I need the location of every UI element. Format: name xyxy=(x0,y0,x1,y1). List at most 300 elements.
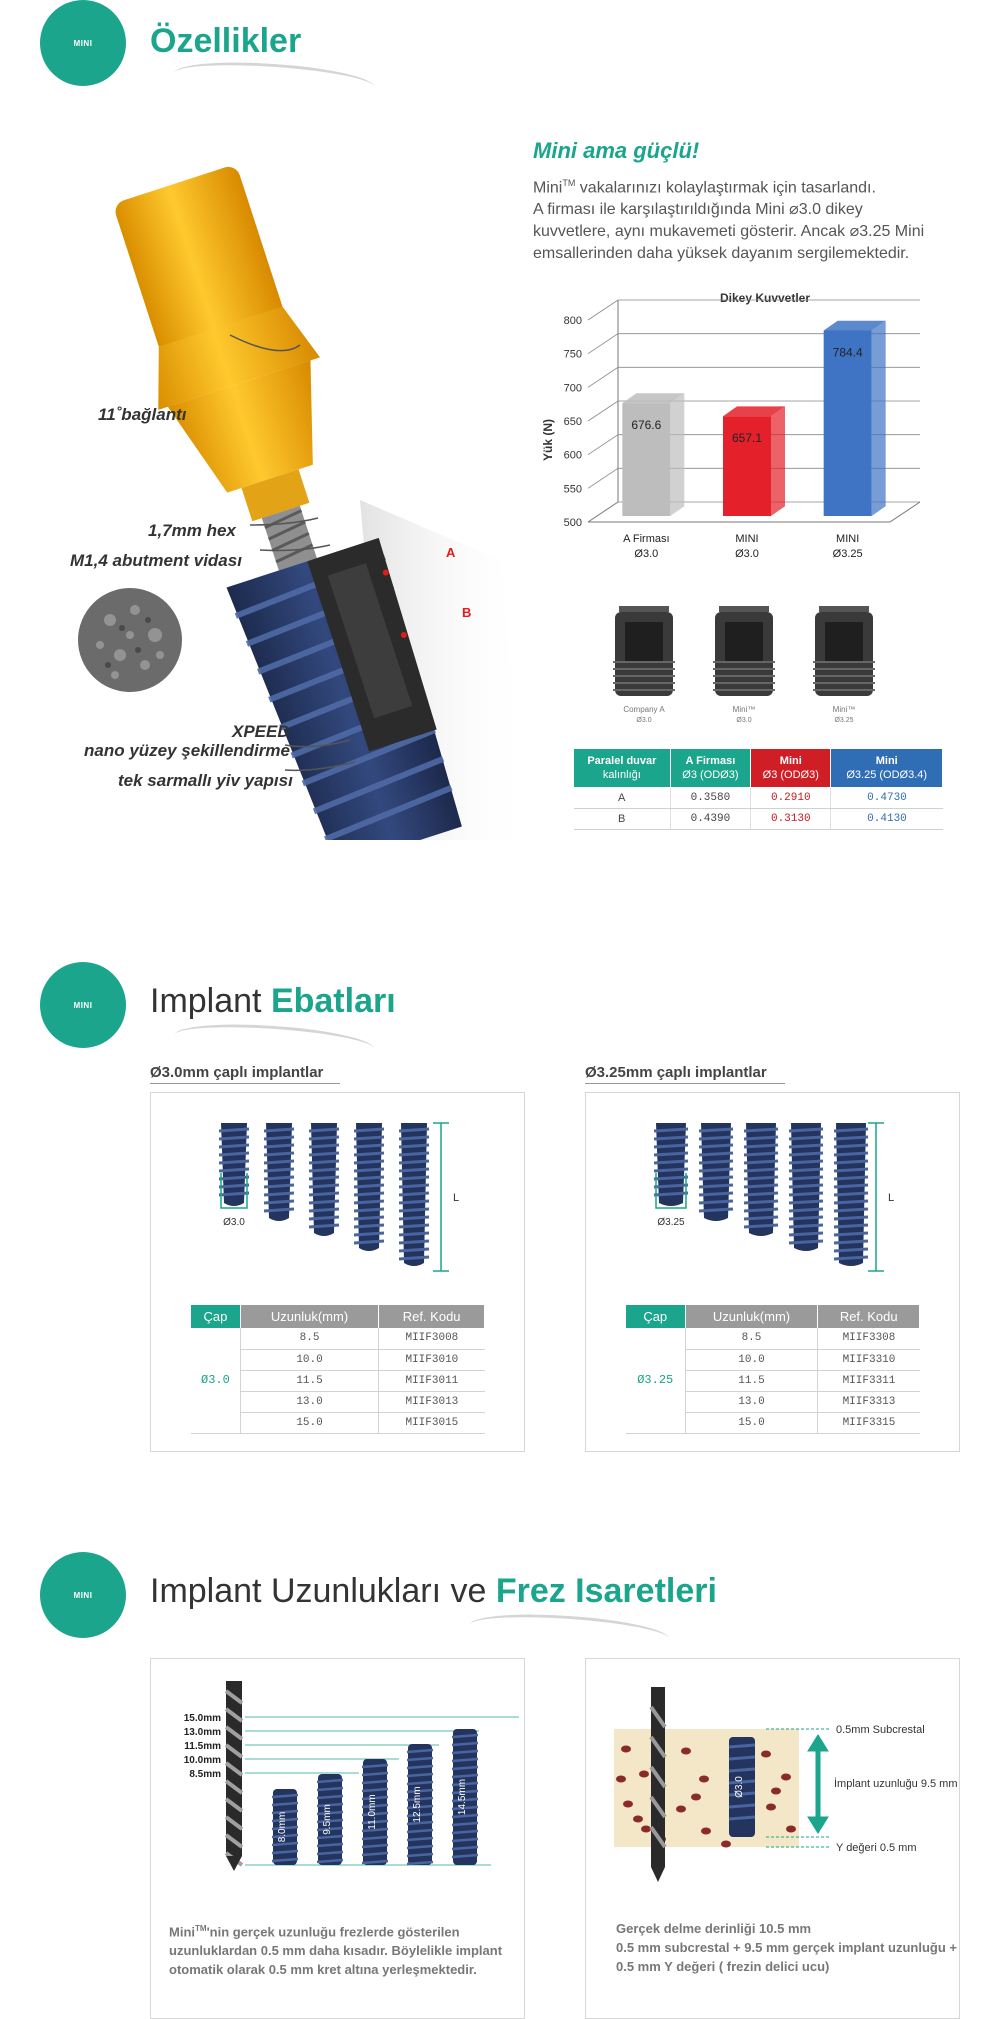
implant-thread xyxy=(309,1153,339,1155)
mini-badge: MINI xyxy=(40,1552,126,1638)
implant-length-label: 14.5mm xyxy=(457,1778,468,1816)
implant-thread xyxy=(789,1153,823,1155)
implant-thread xyxy=(219,1137,249,1139)
implant-thread xyxy=(309,1185,339,1187)
chart-xtick: Ø3.0 xyxy=(634,548,659,560)
implant-thread xyxy=(219,1161,249,1163)
implant-thread xyxy=(834,1233,868,1235)
table-cell: MIIF3008 xyxy=(379,1328,485,1349)
chart-ytick: 650 xyxy=(563,416,582,428)
drill-mark-label: 10.0mm xyxy=(183,1755,221,1766)
implant-thread xyxy=(264,1153,294,1155)
implant-thread xyxy=(789,1193,823,1195)
mini-badge: MINI xyxy=(40,0,126,86)
implant-thread xyxy=(399,1241,429,1243)
bar-side xyxy=(771,406,785,516)
implant-thread xyxy=(699,1209,733,1211)
table-cell: MIIF3308 xyxy=(818,1328,920,1349)
implant-figure xyxy=(654,1123,688,1206)
implant-thread xyxy=(654,1153,688,1155)
chart-ytick: 550 xyxy=(563,483,582,496)
table-row xyxy=(626,1328,920,1349)
implant-thread xyxy=(399,1145,429,1147)
chart-ytick: 700 xyxy=(563,382,582,395)
callout-connection: 11˚bağlantı xyxy=(98,405,187,424)
implant-thread xyxy=(309,1201,339,1203)
implant-thread xyxy=(264,1137,294,1139)
implant-lineup-30 xyxy=(151,1113,526,1313)
implant-thread xyxy=(219,1177,249,1179)
implant-thread xyxy=(399,1193,429,1195)
implant-thread xyxy=(744,1201,778,1203)
chart-data-label: 657.1 xyxy=(731,431,763,446)
chart-title: Dikey Kuvvetler xyxy=(719,291,811,305)
implant-figure xyxy=(399,1123,429,1266)
bone-texture xyxy=(676,1806,686,1813)
implant-thread xyxy=(654,1177,688,1179)
table-cell: 15.0 xyxy=(240,1412,378,1433)
implant-thread xyxy=(789,1225,823,1227)
implant-thread xyxy=(789,1185,823,1187)
table-cell: B xyxy=(574,809,671,830)
implant-thread xyxy=(834,1161,868,1163)
implant-figure xyxy=(407,1744,433,1865)
implant-thread xyxy=(219,1193,249,1195)
table-cell: 0.4130 xyxy=(831,809,943,830)
implant-figure xyxy=(264,1123,294,1221)
callout-thread: tek sarmallı yiv yapısı xyxy=(118,771,293,790)
implant-figure xyxy=(219,1123,249,1206)
section-header-sizes xyxy=(40,962,940,1052)
section-title: Implant Ebatları xyxy=(150,982,396,1020)
implant-thread xyxy=(834,1201,868,1203)
implant-thread xyxy=(744,1161,778,1163)
table-header: A Firması Ø3 (ODØ3) xyxy=(670,749,750,788)
chart-ytick: 800 xyxy=(563,315,582,327)
implant-thread xyxy=(654,1161,688,1163)
implant-figure xyxy=(699,1123,733,1221)
label-325mm: Ø3.25mm çaplı implantlar xyxy=(585,1064,767,1081)
title-swoosh xyxy=(175,57,376,87)
implant-thread xyxy=(399,1153,429,1155)
table-header: Paralel duvar kalınlığı xyxy=(574,749,671,788)
table-cell: 13.0 xyxy=(240,1391,378,1412)
implant-thread xyxy=(789,1145,823,1147)
implant-thread xyxy=(699,1177,733,1179)
table-cell: 13.0 xyxy=(685,1391,818,1412)
callout-screw: M1,4 abutment vidası xyxy=(70,551,242,570)
bone-texture xyxy=(633,1816,643,1823)
implant-thread xyxy=(354,1201,384,1203)
implant-thread xyxy=(399,1169,429,1171)
implant-thread xyxy=(834,1153,868,1155)
drill-mark-label: 15.0mm xyxy=(183,1713,221,1724)
implant-thread xyxy=(354,1169,384,1171)
bone-texture xyxy=(721,1841,731,1848)
drill-mark-label: 11.5mm xyxy=(184,1741,221,1752)
implant-thread xyxy=(789,1169,823,1171)
implant-thread xyxy=(264,1201,294,1203)
chart-bar xyxy=(622,393,684,516)
implant-figure xyxy=(362,1759,388,1865)
implant-thread xyxy=(699,1169,733,1171)
implant-thread xyxy=(354,1177,384,1179)
cross-section-item xyxy=(813,606,875,724)
implant-thread xyxy=(834,1169,868,1171)
implant-figure xyxy=(452,1729,478,1865)
implant-thread xyxy=(354,1145,384,1147)
implant-thread xyxy=(399,1201,429,1203)
table-header: Çap xyxy=(626,1305,685,1328)
bone-texture xyxy=(781,1774,791,1781)
implant-thread xyxy=(309,1217,339,1219)
implant-thread xyxy=(399,1217,429,1219)
cross-section-sublabel: Ø3.25 xyxy=(834,717,854,724)
implant-thread xyxy=(744,1145,778,1147)
implant-thread xyxy=(399,1233,429,1235)
implant-thread xyxy=(309,1177,339,1179)
implant-thread xyxy=(399,1137,429,1139)
implant-thread xyxy=(699,1145,733,1147)
table-cell: 0.4730 xyxy=(831,788,943,809)
table-row xyxy=(574,809,943,830)
implant-thread xyxy=(264,1169,294,1171)
implant-thread xyxy=(744,1177,778,1179)
implant-thread xyxy=(354,1129,384,1131)
bar-side xyxy=(872,321,886,516)
implant-thread xyxy=(264,1161,294,1163)
implant-thread xyxy=(744,1209,778,1211)
bone-texture xyxy=(691,1794,701,1801)
chart-data-label: 784.4 xyxy=(832,345,863,360)
implant-thread xyxy=(264,1185,294,1187)
chart-ylabel: Yük (N) xyxy=(541,419,555,461)
bone-texture xyxy=(761,1751,771,1758)
implant-thread xyxy=(354,1241,384,1243)
table-cell: 0.3130 xyxy=(751,809,831,830)
implant-thread xyxy=(834,1185,868,1187)
callout-xpeed: XPEED xyxy=(232,722,290,741)
implant-thread xyxy=(789,1217,823,1219)
implant-thread xyxy=(789,1177,823,1179)
implant-length-label: 12.5mm xyxy=(412,1786,423,1823)
table-row xyxy=(191,1328,485,1349)
implant-thread xyxy=(744,1225,778,1227)
chart-xlabels xyxy=(623,533,863,560)
size-table-30 xyxy=(191,1305,485,1434)
bone-texture xyxy=(621,1746,631,1753)
y-value-label: Y değeri 0.5 mm xyxy=(836,1842,917,1854)
table-cell: 11.5 xyxy=(685,1370,818,1391)
implant-thread xyxy=(699,1137,733,1139)
implant-figure xyxy=(272,1789,298,1865)
cross-section-label: Company A xyxy=(623,705,665,714)
table-header: Ref. Kodu xyxy=(379,1305,485,1328)
table-cell: MIIF3313 xyxy=(818,1391,920,1412)
implant-thread xyxy=(744,1217,778,1219)
implant-thread xyxy=(834,1249,868,1251)
implant-thread xyxy=(354,1233,384,1235)
cross-section-label: Mini™ xyxy=(732,705,756,714)
implant-thread xyxy=(354,1137,384,1139)
implant-thread xyxy=(264,1145,294,1147)
section-header-lengths xyxy=(40,1552,940,1642)
table-cell: MIIF3310 xyxy=(818,1349,920,1370)
length-label: L xyxy=(888,1192,895,1204)
title-swoosh xyxy=(175,1019,376,1049)
implant-thread xyxy=(309,1225,339,1227)
bone-texture xyxy=(766,1804,776,1811)
implant-thread xyxy=(219,1153,249,1155)
implant-thread xyxy=(264,1129,294,1131)
table-header: Mini Ø3.25 (ODØ3.4) xyxy=(831,749,943,788)
drill-marks-diagram xyxy=(151,1679,526,1909)
implant-thread xyxy=(834,1225,868,1227)
bone-texture xyxy=(639,1771,649,1778)
implant-lineup-325 xyxy=(586,1113,961,1313)
implant-thread xyxy=(219,1185,249,1187)
implant-thread xyxy=(789,1161,823,1163)
implant-thread xyxy=(399,1185,429,1187)
bone-texture xyxy=(786,1826,796,1833)
implant-thread xyxy=(264,1209,294,1211)
implant-figure xyxy=(317,1774,343,1865)
bone-texture xyxy=(701,1828,711,1835)
implant-thread xyxy=(354,1185,384,1187)
table-cell: MIIF3011 xyxy=(379,1370,485,1391)
callout-surface: nano yüzey şekillendirme xyxy=(84,741,290,760)
implant-thread xyxy=(834,1137,868,1139)
implant-thread xyxy=(789,1137,823,1139)
panel-30mm xyxy=(150,1092,525,1452)
implant-figure xyxy=(789,1123,823,1251)
chart-xtick: MINI xyxy=(836,533,860,545)
implant-thread xyxy=(354,1193,384,1195)
implant-thread xyxy=(654,1193,688,1195)
implant-thread xyxy=(219,1129,249,1131)
panel-drill-marks xyxy=(150,1658,525,2019)
length-label: L xyxy=(453,1192,460,1204)
diameter-label: Ø3.0 xyxy=(223,1217,245,1228)
drill-depth-text: Gerçek delme derinliği 10.5 mm 0.5 mm subcrestal + 9.5 mm gerçek implant uzunluğu + 0.5 mm Y değeri ( frezin delici ucu) xyxy=(616,1921,958,1974)
cross-section-comparison xyxy=(590,600,900,735)
implant-thread xyxy=(654,1145,688,1147)
table-cell: 10.0 xyxy=(685,1349,818,1370)
feature-description: Mini™ vakalarınızı kolaylaştırmak için tasarlandı. A firması ile karşılaştırıldığında Mini ⌀3.0 dikey kuvvetlere, aynı mukavemeti gösterir. Ancak ⌀3.25 Mini emsallerinden daha yüksek dayanım sergilemektedir. xyxy=(533,178,925,263)
cross-section-sublabel: Ø3.0 xyxy=(736,717,752,724)
panel-drill-depth xyxy=(585,1658,960,2019)
implant-thread xyxy=(834,1217,868,1219)
table-cell: 0.3580 xyxy=(670,788,750,809)
section-header-features xyxy=(40,0,940,90)
implant-diameter-label: Ø3.0 xyxy=(734,1776,745,1798)
underline xyxy=(150,1083,340,1084)
implant-thread xyxy=(354,1225,384,1227)
drill-mark-label: 13.0mm xyxy=(183,1727,221,1738)
table-cell: 10.0 xyxy=(240,1349,378,1370)
title-swoosh xyxy=(470,1609,671,1639)
table-cell: 11.5 xyxy=(240,1370,378,1391)
implant-thread xyxy=(309,1209,339,1211)
implant-thread xyxy=(789,1233,823,1235)
bar-side xyxy=(670,393,684,516)
diameter-label: Ø3.25 xyxy=(657,1217,685,1228)
implant-thread xyxy=(789,1241,823,1243)
size-table-325 xyxy=(626,1305,920,1434)
implant-thread xyxy=(309,1137,339,1139)
subcrestal-label: 0.5mm Subcrestal xyxy=(836,1724,925,1736)
implant-thread xyxy=(219,1169,249,1171)
chart-ytick: 500 xyxy=(563,517,582,529)
implant-thread xyxy=(699,1161,733,1163)
cross-section-cavity xyxy=(825,622,863,662)
implant-thread xyxy=(699,1153,733,1155)
implant-thread xyxy=(834,1241,868,1243)
drill-depth-diagram xyxy=(586,1679,961,1909)
implant-thread xyxy=(399,1161,429,1163)
implant-figure xyxy=(309,1123,339,1236)
implant-thread xyxy=(399,1249,429,1251)
implant-thread xyxy=(309,1193,339,1195)
implant-thread xyxy=(399,1257,429,1259)
implant-thread xyxy=(744,1169,778,1171)
table-cell: MIIF3315 xyxy=(818,1412,920,1433)
table-cell: MIIF3010 xyxy=(379,1349,485,1370)
implant-thread xyxy=(744,1193,778,1195)
implant-thread xyxy=(264,1177,294,1179)
section-title: Implant Uzunlukları ve Frez Isaretleri xyxy=(150,1572,717,1610)
implant-thread xyxy=(309,1161,339,1163)
bone-texture xyxy=(616,1776,626,1783)
underline xyxy=(585,1083,785,1084)
implant-thread xyxy=(399,1129,429,1131)
callout-hex: 1,7mm hex xyxy=(148,521,236,540)
implant-thread xyxy=(654,1169,688,1171)
diameter-cell: Ø3.0 xyxy=(191,1328,240,1433)
marker-a: A xyxy=(446,545,456,560)
implant-thread xyxy=(654,1129,688,1131)
table-cell: MIIF3013 xyxy=(379,1391,485,1412)
chart-bar xyxy=(824,321,886,516)
table-cell: 0.2910 xyxy=(751,788,831,809)
implant-thread xyxy=(834,1209,868,1211)
implant-thread xyxy=(789,1201,823,1203)
chart-xtick: Ø3.25 xyxy=(832,548,863,560)
implant-thread xyxy=(834,1257,868,1259)
length-marker xyxy=(433,1123,459,1271)
table-cell: 15.0 xyxy=(685,1412,818,1433)
table-cell: 8.5 xyxy=(240,1328,378,1349)
chart-bars xyxy=(622,321,885,516)
implant-thread xyxy=(354,1161,384,1163)
bone-texture xyxy=(681,1748,691,1755)
implant-thread xyxy=(264,1193,294,1195)
table-cell: MIIF3311 xyxy=(818,1370,920,1391)
chart-ytick: 600 xyxy=(563,449,582,462)
headline: Mini ama güçlü! xyxy=(533,138,700,163)
implant-thread xyxy=(399,1209,429,1211)
cross-section-top xyxy=(819,606,869,612)
implant-thread xyxy=(699,1193,733,1195)
implant-thread xyxy=(699,1129,733,1131)
implant-thread xyxy=(309,1129,339,1131)
cross-section-item xyxy=(613,606,675,724)
chart-xtick: Ø3.0 xyxy=(735,548,759,560)
cross-section-top xyxy=(719,606,769,612)
chart-ytick: 750 xyxy=(563,348,582,361)
table-header: Uzunluk(mm) xyxy=(240,1305,378,1328)
implant-thread xyxy=(744,1137,778,1139)
implant-figure xyxy=(834,1123,868,1266)
implant-thread xyxy=(834,1193,868,1195)
implant-length-label: 9.5mm xyxy=(322,1804,333,1835)
table-header: Ref. Kodu xyxy=(818,1305,920,1328)
drill-bit xyxy=(226,1681,242,1871)
chart-xtick: A Firması xyxy=(623,533,670,545)
chart-data-label: 676.6 xyxy=(631,418,662,433)
cross-section-top xyxy=(619,606,669,612)
marker-b: B xyxy=(462,605,472,620)
table-row xyxy=(574,788,943,809)
table-header: Uzunluk(mm) xyxy=(685,1305,818,1328)
implant-length-label: 8.0mm xyxy=(277,1811,288,1843)
implant-thread xyxy=(834,1129,868,1131)
implant-thread xyxy=(309,1169,339,1171)
drill-marks-text: Mini™'nin gerçek uzunluğu frezlerde gösterilen uzunluklardan 0.5 mm daha kısadır. Böylelikle implant otomatik olarak 0.5 mm kret altına yerleşmektedir. xyxy=(169,1924,503,1978)
vertical-force-chart xyxy=(540,290,940,570)
length-marker xyxy=(868,1123,894,1271)
real-length-label: İmplant uzunluğu 9.5 mm xyxy=(834,1778,958,1790)
implant-thread xyxy=(744,1129,778,1131)
implant-thread xyxy=(399,1225,429,1227)
drill-mark-label: 8.5mm xyxy=(189,1769,221,1780)
implant-thread xyxy=(354,1217,384,1219)
table-header: Mini Ø3 (ODØ3) xyxy=(751,749,831,788)
section-title: Özellikler xyxy=(150,22,302,60)
cross-section-cavity xyxy=(725,622,763,662)
implant-thread xyxy=(399,1177,429,1179)
table-header: Çap xyxy=(191,1305,240,1328)
table-cell: A xyxy=(574,788,671,809)
label-30mm: Ø3.0mm çaplı implantlar xyxy=(150,1064,324,1081)
implant-thread xyxy=(654,1185,688,1187)
implant-thread xyxy=(789,1209,823,1211)
cross-section-sublabel: Ø3.0 xyxy=(636,717,652,724)
mini-badge: MINI xyxy=(40,962,126,1048)
implant-figure xyxy=(354,1123,384,1251)
implant-thread xyxy=(699,1185,733,1187)
cross-section-label: Mini™ xyxy=(832,705,856,714)
implant-figure xyxy=(744,1123,778,1236)
wall-thickness-table xyxy=(573,748,943,830)
implant-thread xyxy=(744,1153,778,1155)
bone-texture xyxy=(699,1776,709,1783)
implant-thread xyxy=(789,1129,823,1131)
implant-thread xyxy=(219,1145,249,1147)
implant-illustration xyxy=(60,140,540,840)
cross-section-item xyxy=(713,606,775,724)
implant-thread xyxy=(354,1209,384,1211)
table-cell: 8.5 xyxy=(685,1328,818,1349)
bone-texture xyxy=(641,1826,651,1833)
implant-thread xyxy=(744,1185,778,1187)
bone-texture xyxy=(623,1801,633,1808)
table-cell: MIIF3015 xyxy=(379,1412,485,1433)
implant-thread xyxy=(699,1201,733,1203)
chart-bar xyxy=(723,406,785,516)
cross-section-cavity xyxy=(625,622,663,662)
implant-length-label: 11.0mm xyxy=(367,1794,378,1830)
